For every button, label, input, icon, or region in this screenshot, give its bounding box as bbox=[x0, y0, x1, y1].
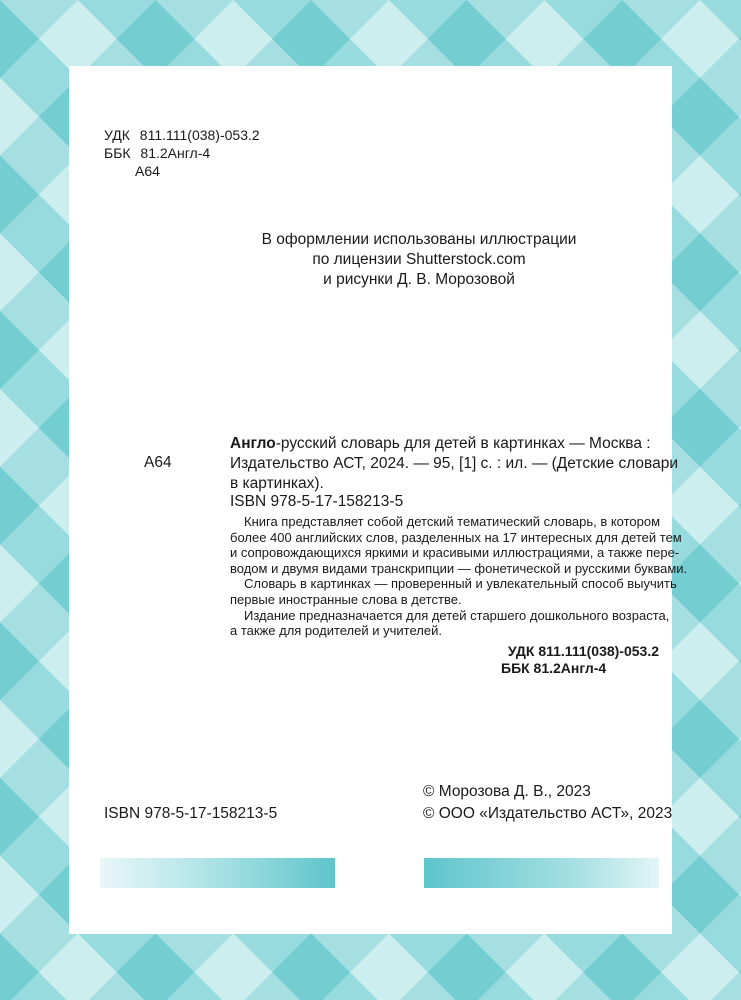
description-block bbox=[230, 514, 687, 639]
description-line: и сопровождающихся яркими и красивыми иллюстрациями, а также пере- bbox=[230, 545, 680, 561]
bib-title bbox=[230, 434, 678, 494]
bib-title-line bbox=[230, 434, 678, 454]
description-line: первые иностранные слова в детстве. bbox=[230, 591, 462, 607]
udk-top bbox=[104, 127, 260, 144]
author-mark-top: А64 bbox=[135, 163, 160, 179]
bbk-bold: ББК 81.2Англ-4 bbox=[501, 660, 607, 676]
credits-line: и рисунки Д. В. Морозовой bbox=[323, 271, 515, 288]
bbk-label: ББК bbox=[104, 145, 131, 161]
bbk-top bbox=[104, 145, 210, 162]
credits-block bbox=[219, 230, 619, 290]
description-line: а также для родителей и учителей. bbox=[230, 623, 442, 639]
bbk-value: 81.2Англ-4 bbox=[140, 145, 211, 161]
bib-title-line: в картинках). bbox=[230, 475, 324, 492]
bib-isbn: ISBN 978-5-17-158213-5 bbox=[230, 493, 404, 510]
credits-line: В оформлении использованы иллюстрации bbox=[261, 231, 577, 248]
copyright-publisher: © ООО «Издательство АСТ», 2023 bbox=[423, 805, 673, 822]
decorative-bar-left bbox=[100, 858, 335, 888]
description-line: Издание предназначается для детей старшего дошкольного возраста, bbox=[244, 607, 670, 623]
copyright-author: © Морозова Д. В., 2023 bbox=[423, 783, 591, 800]
credits-line: по лицензии Shutterstock.com bbox=[312, 251, 526, 268]
decorative-bar-right bbox=[424, 858, 659, 888]
bib-title-rest: -русский словарь для детей в картинках — Москва : bbox=[275, 435, 651, 452]
description-line: водом и двумя видами транскрипции — фонетической и русскими буквами. bbox=[230, 560, 688, 576]
footer-isbn: ISBN 978-5-17-158213-5 bbox=[104, 805, 278, 822]
udk-bold: УДК 811.111(038)-053.2 bbox=[507, 643, 659, 659]
description-line: Словарь в картинках — проверенный и увлекательный способ выучить bbox=[244, 576, 677, 592]
udk-label: УДК bbox=[104, 127, 130, 143]
page-sheet bbox=[69, 66, 688, 934]
bib-title-line: Издательство АСТ, 2024. — 95, [1] с. : ил. — (Детские словари bbox=[230, 455, 679, 472]
author-mark-bib: А64 bbox=[144, 454, 172, 471]
description-line: более 400 английских слов, разделенных на 17 интересных для детей тем bbox=[230, 529, 682, 545]
udk-value: 811.111(038)-053.2 bbox=[139, 127, 260, 143]
description-line: Книга представляет собой детский тематический словарь, в котором bbox=[244, 514, 661, 529]
bib-title-bold: Англо bbox=[230, 435, 276, 452]
